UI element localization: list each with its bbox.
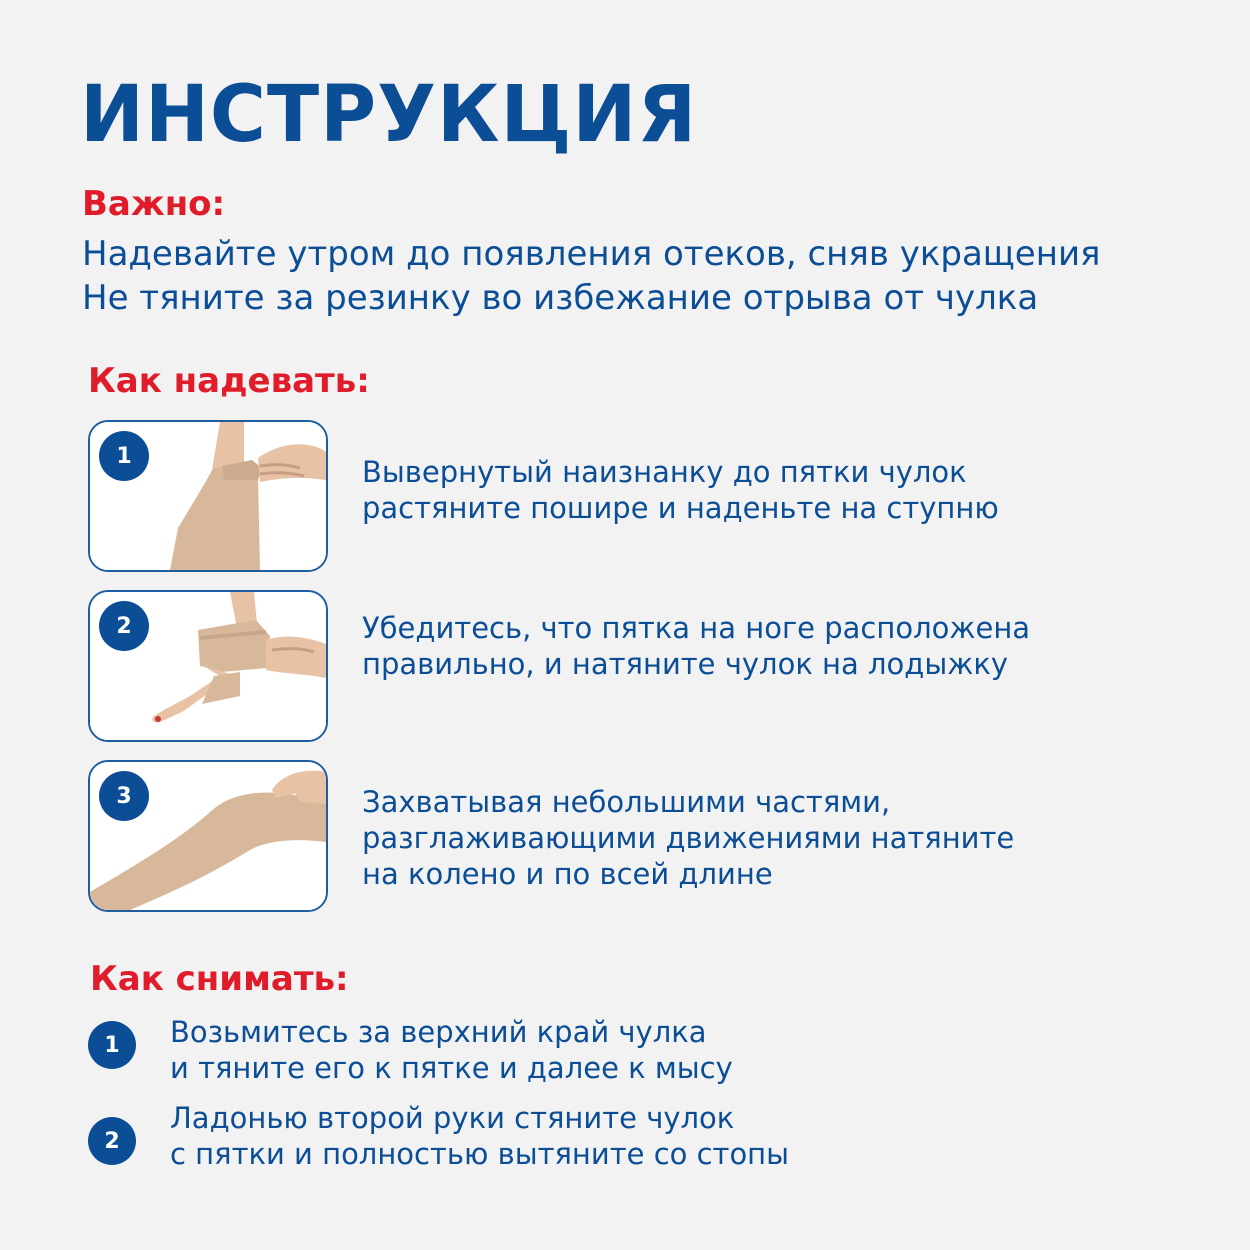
take-off-heading: Как снимать: bbox=[90, 959, 349, 999]
page-title: ИНСТРУКЦИЯ bbox=[80, 70, 698, 160]
step-1-text bbox=[362, 454, 1152, 526]
take-off-step-1 bbox=[88, 1014, 1088, 1104]
important-line-1: Надевайте утром до появления отеков, сняв укращения bbox=[82, 234, 1101, 274]
put-on-heading: Как надевать: bbox=[88, 361, 370, 401]
step-2-line-2: правильно, и натяните чулок на лодыжку bbox=[362, 647, 1009, 681]
step-1-photo bbox=[88, 420, 328, 572]
important-heading: Важно: bbox=[82, 184, 226, 224]
step-2-line-1: Убедитесь, что пятка на ноге расположена bbox=[362, 611, 1031, 645]
important-note bbox=[82, 232, 1202, 320]
step-2-text bbox=[362, 610, 1152, 682]
step-2-badge: 2 bbox=[99, 601, 149, 651]
take-off-step-2-line-2: с пятки и полностью вытяните со стопы bbox=[170, 1137, 790, 1171]
step-1-badge: 1 bbox=[99, 431, 149, 481]
take-off-step-1-text bbox=[170, 1014, 733, 1086]
take-off-step-2-badge: 2 bbox=[88, 1117, 136, 1165]
step-1-line-2: растяните пошире и наденьте на ступню bbox=[362, 491, 999, 525]
step-3-line-1: Захватывая небольшими частями, bbox=[362, 785, 891, 819]
step-3-line-3: на колено и по всей длине bbox=[362, 857, 773, 891]
take-off-step-2-line-1: Ладонью второй руки стяните чулок bbox=[170, 1101, 735, 1135]
step-3-photo bbox=[88, 760, 328, 912]
take-off-step-1-badge: 1 bbox=[88, 1021, 136, 1069]
take-off-step-1-line-2: и тяните его к пятке и далее к мысу bbox=[170, 1051, 733, 1085]
step-1-line-1: Вывернутый наизнанку до пятки чулок bbox=[362, 455, 967, 489]
take-off-step-2 bbox=[88, 1100, 1088, 1190]
important-line-2: Не тяните за резинку во избежание отрыва от чулка bbox=[82, 278, 1039, 318]
step-3-text bbox=[362, 784, 1152, 892]
step-2-photo bbox=[88, 590, 328, 742]
take-off-step-2-text bbox=[170, 1100, 789, 1172]
step-3-line-2: разглаживающими движениями натяните bbox=[362, 821, 1015, 855]
put-on-step-1 bbox=[88, 420, 1158, 570]
put-on-step-3 bbox=[88, 760, 1158, 910]
step-3-badge: 3 bbox=[99, 771, 149, 821]
put-on-step-2 bbox=[88, 590, 1158, 740]
take-off-step-1-line-1: Возьмитесь за верхний край чулка bbox=[170, 1015, 707, 1049]
